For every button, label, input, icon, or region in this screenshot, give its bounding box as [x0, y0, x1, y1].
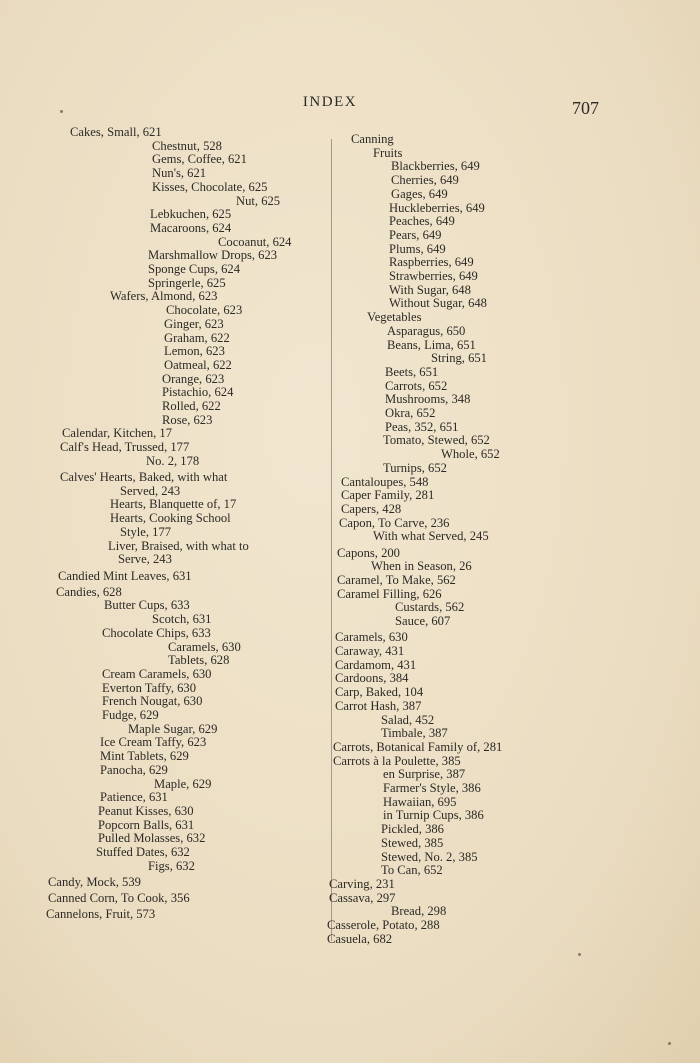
- index-entry: Chestnut, 528: [152, 138, 222, 153]
- running-head: INDEX: [302, 94, 358, 110]
- index-entry: Cassava, 297: [329, 890, 396, 905]
- index-entry: Beans, Lima, 651: [387, 337, 476, 352]
- index-entry: With Sugar, 648: [389, 282, 471, 297]
- index-entry: Gages, 649: [391, 186, 448, 201]
- index-entry: Chocolate, 623: [166, 303, 243, 318]
- index-entry: Oatmeal, 622: [164, 357, 232, 372]
- index-entry: Springerle, 625: [148, 275, 226, 290]
- index-entry: Stuffed Dates, 632: [96, 845, 190, 860]
- index-entry: Casuela, 682: [327, 931, 393, 946]
- index-entry: Peanut Kisses, 630: [98, 803, 194, 818]
- index-entry: Ginger, 623: [164, 316, 224, 331]
- index-entry: Carrots, Botanical Family of, 281: [333, 739, 503, 754]
- index-entry: Cakes, Small, 621: [70, 125, 162, 139]
- index-entry: Caper Family, 281: [341, 488, 435, 503]
- index-entry: Stewed, No. 2, 385: [381, 849, 478, 864]
- index-entry: Stewed, 385: [381, 835, 444, 850]
- index-entry: Turnips, 652: [383, 460, 447, 475]
- index-entry: Rose, 623: [162, 412, 213, 427]
- index-entry: Candy, Mock, 539: [48, 874, 141, 889]
- index-entry: Carving, 231: [329, 876, 395, 891]
- index-entry: Nut, 625: [236, 193, 281, 208]
- index-entry: Panocha, 629: [100, 762, 168, 777]
- index-entry: Salad, 452: [381, 712, 435, 727]
- index-entry: Huckleberries, 649: [389, 200, 485, 215]
- index-entry: Mushrooms, 348: [385, 392, 471, 407]
- index-entry: Fruits: [373, 145, 403, 160]
- index-entry: Calves' Hearts, Baked, with what: [60, 470, 228, 485]
- index-entry: Pickled, 386: [381, 822, 444, 837]
- index-entry: To Can, 652: [381, 863, 443, 878]
- index-entry: Hearts, Cooking School: [110, 511, 231, 526]
- index-entry: Figs, 632: [148, 858, 195, 873]
- index-entry: Blackberries, 649: [391, 159, 480, 174]
- index-entry: Timbale, 387: [381, 726, 448, 741]
- index-entry: Tomato, Stewed, 652: [383, 433, 490, 448]
- index-entry: Capons, 200: [337, 545, 400, 560]
- index-entry: Ice Cream Taffy, 623: [100, 735, 207, 750]
- index-entry: Popcorn Balls, 631: [98, 817, 195, 832]
- index-entry: Patience, 631: [100, 790, 168, 805]
- index-entry: Peas, 352, 651: [385, 419, 459, 434]
- index-entry: Plums, 649: [389, 241, 446, 256]
- index-entry: Caramel Filling, 626: [337, 586, 442, 601]
- index-entry: Everton Taffy, 630: [102, 680, 197, 695]
- index-entry: Macaroons, 624: [150, 220, 232, 235]
- index-entry: Cardoons, 384: [335, 671, 409, 686]
- index-entry: Peaches, 649: [389, 214, 455, 229]
- index-entry: Asparagus, 650: [387, 323, 466, 338]
- index-entry: Pistachio, 624: [162, 385, 234, 400]
- index-entry: Chocolate Chips, 633: [102, 625, 211, 640]
- index-entry: Carp, Baked, 104: [335, 685, 424, 700]
- index-entry: Kisses, Chocolate, 625: [152, 179, 268, 194]
- index-entry: Okra, 652: [385, 406, 436, 421]
- index-entry: Hearts, Blanquette of, 17: [110, 497, 237, 512]
- index-entry: Graham, 622: [164, 330, 230, 345]
- index-entry: Orange, 623: [162, 371, 225, 386]
- index-entry: Canned Corn, To Cook, 356: [48, 891, 190, 906]
- index-entry: Maple Sugar, 629: [128, 721, 218, 736]
- index-entry: Cannelons, Fruit, 573: [46, 907, 156, 922]
- index-entry: Marshmallow Drops, 623: [148, 248, 278, 263]
- index-entry: Candied Mint Leaves, 631: [58, 568, 192, 583]
- index-entry: Carrot Hash, 387: [335, 698, 422, 713]
- index-entry: Cream Caramels, 630: [102, 666, 212, 681]
- index-entry: Liver, Braised, with what to: [108, 538, 249, 553]
- ink-speck: [668, 1042, 671, 1045]
- index-entry: No. 2, 178: [146, 453, 200, 468]
- index-entry: Carrots, 652: [385, 378, 448, 393]
- index-entry: French Nougat, 630: [102, 694, 203, 709]
- index-entry: String, 651: [431, 351, 487, 366]
- index-entry: Calendar, Kitchen, 17: [62, 426, 173, 441]
- index-entry: Custards, 562: [395, 600, 465, 615]
- index-entry: Hawaiian, 695: [383, 794, 457, 809]
- page-number: 707: [572, 98, 599, 118]
- index-entry: Wafers, Almond, 623: [110, 289, 218, 304]
- index-entry: Capon, To Carve, 236: [339, 515, 450, 530]
- index-entry: Raspberries, 649: [389, 255, 474, 270]
- index-entry: Strawberries, 649: [389, 269, 478, 284]
- index-entry: Scotch, 631: [152, 612, 212, 627]
- index-entry: Caramels, 630: [335, 630, 408, 645]
- index-entry: Maple, 629: [154, 776, 212, 791]
- index-entry: Caraway, 431: [335, 644, 405, 659]
- index-entry: Tablets, 628: [168, 653, 230, 668]
- index-entry: Butter Cups, 633: [104, 598, 190, 613]
- index-entry: With what Served, 245: [373, 529, 489, 544]
- index-entry: Serve, 243: [118, 552, 172, 567]
- index-entry: Style, 177: [120, 524, 172, 539]
- index-entry: Sponge Cups, 624: [148, 262, 241, 277]
- index-entry: Gems, Coffee, 621: [152, 152, 247, 167]
- index-entry: Caramel, To Make, 562: [337, 573, 456, 587]
- index-entry: Capers, 428: [341, 501, 402, 516]
- index-entry: Fudge, 629: [102, 708, 159, 723]
- index-entry: Rolled, 622: [162, 399, 221, 414]
- ink-speck: [578, 953, 581, 956]
- index-entry: Calf's Head, Trussed, 177: [60, 440, 190, 455]
- index-entry: Served, 243: [120, 483, 181, 498]
- index-entry: Cocoanut, 624: [218, 234, 292, 249]
- index-entry: Vegetables: [367, 310, 422, 325]
- index-entry: Lemon, 623: [164, 344, 225, 359]
- index-entry: Carrots à la Poulette, 385: [333, 753, 461, 768]
- index-column-right: [327, 133, 627, 946]
- index-entry: Farmer's Style, 386: [383, 781, 481, 796]
- index-entry: Canning: [351, 132, 394, 146]
- index-entry: When in Season, 26: [371, 559, 472, 574]
- index-entry: Beets, 651: [385, 364, 439, 379]
- index-entry: Cardamom, 431: [335, 657, 417, 672]
- index-entry: Mint Tablets, 629: [100, 749, 189, 764]
- index-entry: Cantaloupes, 548: [341, 474, 429, 489]
- index-entry: Cherries, 649: [391, 173, 459, 188]
- index-entry: Caramels, 630: [168, 639, 241, 654]
- index-column-left: [46, 126, 321, 922]
- index-entry: en Surprise, 387: [383, 767, 466, 782]
- index-entry: Pears, 649: [389, 227, 442, 242]
- index-entry: Sauce, 607: [395, 614, 451, 629]
- index-entry: in Turnip Cups, 386: [383, 808, 484, 823]
- index-entry: Lebkuchen, 625: [150, 207, 232, 222]
- ink-speck: [60, 110, 63, 113]
- index-entry: Without Sugar, 648: [389, 296, 487, 311]
- index-entry: Whole, 652: [441, 447, 500, 462]
- index-entry: Nun's, 621: [152, 166, 207, 181]
- index-entry: Bread, 298: [391, 904, 447, 919]
- index-entry: Casserole, Potato, 288: [327, 918, 440, 933]
- index-entry: Pulled Molasses, 632: [98, 831, 206, 846]
- index-entry: Candies, 628: [56, 584, 122, 599]
